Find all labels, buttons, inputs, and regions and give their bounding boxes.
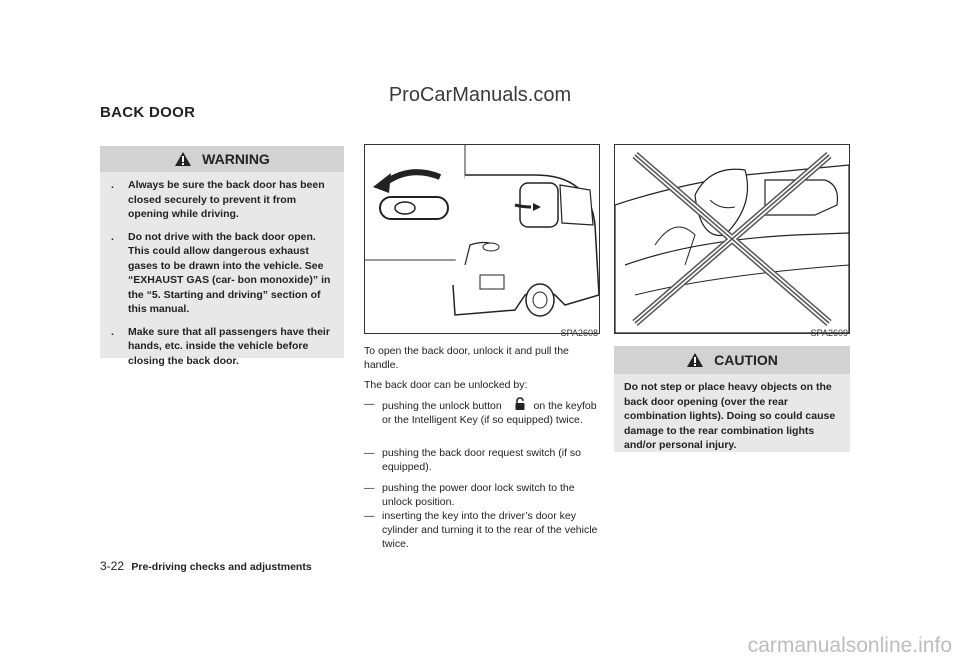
warning-item: . Do not drive with the back door open. This could allow dangerous exhaust gases to be drawn into the vehicle. See “EXHAUST GAS (car- bon monoxide)” in the “5. Starting and driving” section of this manual.: [111, 230, 331, 315]
chapter-title: Pre-driving checks and adjustments: [131, 561, 312, 573]
do-not-step-illustration: [615, 145, 849, 333]
unlock-method-1: — pushing the unlock button on the keyfob or the Intelligent Key (if so equipped) twice.: [364, 398, 597, 426]
warning-icon: [174, 151, 192, 167]
unlock-method-4: — inserting the key into the driver’s door key cylinder and turning it to the rear of the vehicle twice.: [364, 510, 598, 550]
caution-box: [614, 346, 850, 452]
page-number: 3-22: [100, 559, 125, 573]
body-unlock-intro: The back door can be unlocked by:: [364, 379, 528, 391]
figure-back-door-handle: [364, 144, 600, 334]
watermark-bottom: carmanualsonline.info: [747, 634, 952, 657]
page-footer: [100, 559, 312, 573]
unlock-button-icon: [513, 397, 527, 411]
unlock-method-3: — pushing the power door lock switch to the unlock position.: [364, 482, 575, 508]
unlock-method-2: — pushing the back door request switch (if so equipped).: [364, 447, 582, 473]
body-intro: To open the back door, unlock it and pull the handle.: [364, 345, 569, 371]
section-title: BACK DOOR: [100, 104, 196, 121]
caution-title: CAUTION: [714, 352, 778, 368]
caution-text: Do not step or place heavy objects on the back door opening (over the rear combination lights). Doing so could cause damage to the rear combination lights and/or personal injury.: [624, 381, 836, 451]
watermark-top: ProCarManuals.com: [388, 84, 572, 106]
warning-item: . Make sure that all passengers have their hands, etc. inside the vehicle before closing the back door.: [111, 325, 330, 367]
warning-item: . Always be sure the back door has been closed securely to prevent it from opening while driving.: [111, 179, 325, 220]
figure1-caption: SPA2608: [560, 328, 598, 338]
warning-header: [100, 146, 344, 172]
warning-box: [100, 146, 344, 367]
figure2-caption: SPA2609: [810, 328, 848, 338]
figure-do-not-step: [614, 144, 850, 334]
caution-header: [614, 346, 850, 374]
caution-icon: [686, 352, 704, 368]
back-door-illustration: [365, 145, 599, 333]
warning-title: WARNING: [202, 151, 270, 167]
warning-list: [100, 178, 344, 376]
